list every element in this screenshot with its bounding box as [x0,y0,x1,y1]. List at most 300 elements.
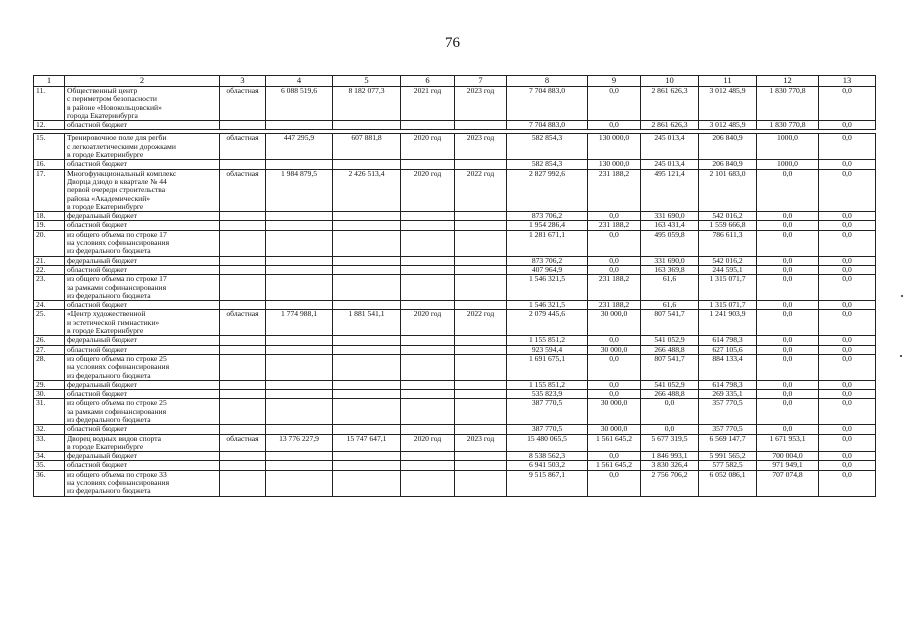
column-header-3: 3 [220,76,266,87]
table-row [34,301,876,310]
table-row [34,212,876,221]
amount-year-1: 0,0 [588,336,641,345]
budget-level [220,230,266,256]
end-year [455,275,507,301]
row-number: 23. [34,275,65,301]
cost-estimate [266,275,333,301]
amount-year-2: 3 830 326,4 [641,461,699,470]
end-year [455,230,507,256]
amount-year-2: 245 013,4 [641,160,699,169]
item-name: Тренировочное поле для регби с легкоатлетическими дорожками в городе Екатеринбурге [65,134,220,160]
budget-level [220,121,266,130]
table-row [34,425,876,434]
amount-year-4: 0,0 [757,425,819,434]
item-name: федеральный бюджет [65,380,220,389]
end-year [455,212,507,221]
start-year: 2020 год [401,310,455,336]
budget-level [220,461,266,470]
budget-level [220,470,266,496]
amount-year-4: 0,0 [757,354,819,380]
column-header-13: 13 [819,76,876,87]
total-amount: 582 854,3 [507,160,588,169]
table-row [34,160,876,169]
amount-year-3: 614 798,3 [699,380,757,389]
cost-current [333,345,401,354]
amount-year-3: 6 569 147,7 [699,434,757,452]
column-header-8: 8 [507,76,588,87]
table-row [34,470,876,496]
amount-year-4: 0,0 [757,256,819,265]
cost-current [333,461,401,470]
cost-current [333,301,401,310]
amount-year-2: 2 861 626,3 [641,121,699,130]
cost-current [333,160,401,169]
start-year [401,336,455,345]
total-amount: 1 954 286,4 [507,221,588,230]
item-name: областной бюджет [65,301,220,310]
row-number: 29. [34,380,65,389]
amount-year-2: 2 861 626,3 [641,87,699,121]
start-year [401,230,455,256]
total-amount: 9 515 867,1 [507,470,588,496]
budget-level [220,336,266,345]
budget-level [220,256,266,265]
cost-estimate [266,256,333,265]
amount-year-4: 0,0 [757,336,819,345]
end-year [455,380,507,389]
amount-year-1: 0,0 [588,380,641,389]
table-header-row [34,76,876,87]
end-year [455,345,507,354]
total-amount: 873 706,2 [507,212,588,221]
amount-year-1: 0,0 [588,87,641,121]
budget-level [220,212,266,221]
end-year [455,121,507,130]
cost-estimate [266,399,333,425]
row-number: 20. [34,230,65,256]
row-number: 12. [34,121,65,130]
amount-year-3: 1 559 666,8 [699,221,757,230]
row-number: 18. [34,212,65,221]
item-name: областной бюджет [65,345,220,354]
row-number: 19. [34,221,65,230]
start-year [401,121,455,130]
amount-year-5: 0,0 [819,470,876,496]
row-number: 15. [34,134,65,160]
page-number: 76 [445,35,460,51]
row-number: 30. [34,390,65,399]
cost-estimate [266,221,333,230]
amount-year-3: 2 101 683,0 [699,169,757,211]
amount-year-2: 0,0 [641,425,699,434]
cost-current [333,336,401,345]
scan-mark [901,295,903,297]
table-row [34,221,876,230]
amount-year-4: 0,0 [757,275,819,301]
budget-level [220,275,266,301]
total-amount: 15 480 065,5 [507,434,588,452]
amount-year-5: 0,0 [819,265,876,274]
table-row [34,169,876,211]
amount-year-1: 231 188,2 [588,275,641,301]
amount-year-5: 0,0 [819,160,876,169]
total-amount: 1 281 671,1 [507,230,588,256]
amount-year-2: 331 690,0 [641,256,699,265]
amount-year-2: 807 541,7 [641,310,699,336]
cost-current: 2 426 513,4 [333,169,401,211]
table-row [34,134,876,160]
amount-year-2: 495 059,8 [641,230,699,256]
item-name: областной бюджет [65,160,220,169]
amount-year-5: 0,0 [819,134,876,160]
amount-year-1: 30 000,0 [588,310,641,336]
item-name: областной бюджет [65,390,220,399]
row-number: 33. [34,434,65,452]
start-year [401,221,455,230]
end-year [455,336,507,345]
total-amount: 6 941 503,2 [507,461,588,470]
amount-year-3: 3 012 485,9 [699,121,757,130]
start-year [401,265,455,274]
total-amount: 923 594,4 [507,345,588,354]
amount-year-2: 541 052,9 [641,380,699,389]
item-name: Дворец водных видов спорта в городе Екатеринбурге [65,434,220,452]
table-row [34,275,876,301]
budget-level [220,380,266,389]
end-year [455,390,507,399]
amount-year-5: 0,0 [819,452,876,461]
end-year [455,301,507,310]
amount-year-1: 0,0 [588,212,641,221]
cost-current [333,256,401,265]
amount-year-2: 2 756 706,2 [641,470,699,496]
budget-level: областная [220,134,266,160]
amount-year-4: 0,0 [757,380,819,389]
budget-level: областная [220,87,266,121]
amount-year-5: 0,0 [819,354,876,380]
budget-level [220,160,266,169]
row-number: 27. [34,345,65,354]
amount-year-5: 0,0 [819,121,876,130]
amount-year-3: 614 798,3 [699,336,757,345]
item-name: областной бюджет [65,121,220,130]
table-row [34,345,876,354]
amount-year-4: 0,0 [757,390,819,399]
amount-year-1: 231 188,2 [588,169,641,211]
amount-year-5: 0,0 [819,461,876,470]
start-year [401,399,455,425]
amount-year-4: 700 004,0 [757,452,819,461]
cost-current [333,221,401,230]
end-year [455,399,507,425]
start-year [401,390,455,399]
amount-year-4: 0,0 [757,212,819,221]
amount-year-1: 0,0 [588,230,641,256]
amount-year-3: 1 315 071,7 [699,301,757,310]
budget-level [220,265,266,274]
row-number: 24. [34,301,65,310]
total-amount: 582 854,3 [507,134,588,160]
amount-year-2: 163 431,4 [641,221,699,230]
end-year: 2022 год [455,169,507,211]
amount-year-4: 0,0 [757,169,819,211]
amount-year-3: 542 016,2 [699,212,757,221]
item-name: федеральный бюджет [65,336,220,345]
item-name: из общего объема по строке 17 за рамками софинансирования из федерального бюджета [65,275,220,301]
cost-estimate [266,160,333,169]
amount-year-2: 61,6 [641,301,699,310]
amount-year-3: 786 611,3 [699,230,757,256]
end-year: 2023 год [455,134,507,160]
budget-level [220,301,266,310]
total-amount: 873 706,2 [507,256,588,265]
end-year [455,354,507,380]
cost-estimate [266,345,333,354]
end-year [455,452,507,461]
amount-year-3: 3 012 485,9 [699,87,757,121]
amount-year-2: 266 488,8 [641,345,699,354]
start-year [401,212,455,221]
row-number: 25. [34,310,65,336]
amount-year-1: 30 000,0 [588,345,641,354]
column-header-11: 11 [699,76,757,87]
budget-level [220,452,266,461]
table-row [34,87,876,121]
cost-estimate [266,121,333,130]
column-header-9: 9 [588,76,641,87]
table-row [34,336,876,345]
amount-year-4: 0,0 [757,230,819,256]
column-header-1: 1 [34,76,65,87]
cost-estimate [266,380,333,389]
total-amount: 387 770,5 [507,425,588,434]
cost-current [333,121,401,130]
start-year [401,452,455,461]
start-year [401,380,455,389]
cost-estimate: 6 088 519,6 [266,87,333,121]
cost-current: 8 182 077,3 [333,87,401,121]
start-year: 2020 год [401,169,455,211]
budget-level: областная [220,434,266,452]
cost-estimate: 1 774 988,1 [266,310,333,336]
table-row [34,452,876,461]
cost-estimate: 447 295,9 [266,134,333,160]
budget-table [33,75,876,497]
cost-estimate [266,336,333,345]
cost-current [333,212,401,221]
cost-current [333,390,401,399]
row-number: 32. [34,425,65,434]
amount-year-2: 5 677 319,5 [641,434,699,452]
amount-year-1: 0,0 [588,354,641,380]
start-year [401,470,455,496]
row-number: 28. [34,354,65,380]
cost-estimate [266,390,333,399]
table-row [34,230,876,256]
amount-year-4: 0,0 [757,265,819,274]
item-name: из общего объема по строке 17 на условиях софинансирования из федерального бюджета [65,230,220,256]
row-number: 36. [34,470,65,496]
amount-year-5: 0,0 [819,399,876,425]
budget-level [220,345,266,354]
start-year [401,256,455,265]
amount-year-2: 266 488,8 [641,390,699,399]
item-name: Многофункциональный комплекс Дворца дзюдо в квартале № 44 первой очереди строительства района «Академический» в городе Екатеринбурге [65,169,220,211]
total-amount: 1 546 321,5 [507,301,588,310]
end-year [455,265,507,274]
cost-estimate [266,425,333,434]
amount-year-2: 0,0 [641,399,699,425]
item-name: федеральный бюджет [65,212,220,221]
amount-year-5: 0,0 [819,87,876,121]
total-amount: 387 770,5 [507,399,588,425]
cost-estimate [266,212,333,221]
amount-year-1: 30 000,0 [588,399,641,425]
cost-current [333,230,401,256]
total-amount: 1 155 851,2 [507,336,588,345]
amount-year-5: 0,0 [819,230,876,256]
row-number: 16. [34,160,65,169]
row-number: 26. [34,336,65,345]
item-name: областной бюджет [65,425,220,434]
amount-year-2: 807 541,7 [641,354,699,380]
amount-year-1: 1 561 645,2 [588,461,641,470]
amount-year-1: 30 000,0 [588,425,641,434]
total-amount: 7 704 883,0 [507,121,588,130]
amount-year-3: 357 770,5 [699,399,757,425]
amount-year-4: 1 830 770,8 [757,121,819,130]
row-number: 35. [34,461,65,470]
cost-estimate [266,230,333,256]
amount-year-1: 130 000,0 [588,134,641,160]
amount-year-3: 627 105,6 [699,345,757,354]
amount-year-3: 206 840,9 [699,160,757,169]
amount-year-5: 0,0 [819,434,876,452]
end-year: 2022 год [455,310,507,336]
amount-year-2: 495 121,4 [641,169,699,211]
total-amount: 1 691 675,1 [507,354,588,380]
amount-year-2: 163 369,8 [641,265,699,274]
total-amount: 1 546 321,5 [507,275,588,301]
start-year [401,354,455,380]
amount-year-1: 0,0 [588,390,641,399]
total-amount: 407 964,9 [507,265,588,274]
cost-current [333,275,401,301]
amount-year-5: 0,0 [819,336,876,345]
amount-year-3: 206 840,9 [699,134,757,160]
budget-level: областная [220,169,266,211]
row-number: 34. [34,452,65,461]
amount-year-3: 269 335,1 [699,390,757,399]
amount-year-4: 971 949,1 [757,461,819,470]
amount-year-3: 884 133,4 [699,354,757,380]
cost-estimate [266,470,333,496]
item-name: «Центр художественной и эстетической гимнастики» в городе Екатеринбурге [65,310,220,336]
amount-year-5: 0,0 [819,275,876,301]
amount-year-1: 231 188,2 [588,221,641,230]
column-header-5: 5 [333,76,401,87]
amount-year-5: 0,0 [819,380,876,389]
cost-estimate [266,452,333,461]
end-year [455,425,507,434]
cost-current: 15 747 647,1 [333,434,401,452]
table-row [34,461,876,470]
amount-year-3: 542 016,2 [699,256,757,265]
start-year [401,301,455,310]
start-year: 2020 год [401,134,455,160]
amount-year-4: 1000,0 [757,160,819,169]
budget-level [220,354,266,380]
amount-year-2: 61,6 [641,275,699,301]
table-row [34,380,876,389]
start-year [401,345,455,354]
amount-year-4: 0,0 [757,345,819,354]
end-year [455,461,507,470]
row-number: 31. [34,399,65,425]
item-name: Общественный центр с периметром безопасности в районе «Новокольцовский» города Екатеринбурга [65,87,220,121]
amount-year-1: 0,0 [588,452,641,461]
item-name: областной бюджет [65,461,220,470]
start-year [401,160,455,169]
table-row [34,310,876,336]
amount-year-3: 577 582,5 [699,461,757,470]
column-header-7: 7 [455,76,507,87]
amount-year-4: 0,0 [757,301,819,310]
amount-year-2: 331 690,0 [641,212,699,221]
table-row [34,434,876,452]
cost-current [333,380,401,389]
cost-estimate [266,354,333,380]
amount-year-4: 707 074,8 [757,470,819,496]
column-header-2: 2 [65,76,220,87]
amount-year-1: 0,0 [588,470,641,496]
amount-year-3: 6 052 086,1 [699,470,757,496]
item-name: областной бюджет [65,265,220,274]
amount-year-1: 231 188,2 [588,301,641,310]
budget-level [220,221,266,230]
amount-year-3: 244 595,1 [699,265,757,274]
amount-year-4: 1000,0 [757,134,819,160]
amount-year-5: 0,0 [819,256,876,265]
item-name: федеральный бюджет [65,452,220,461]
end-year: 2023 год [455,434,507,452]
table-row [34,390,876,399]
column-header-4: 4 [266,76,333,87]
total-amount: 8 538 562,3 [507,452,588,461]
amount-year-2: 245 013,4 [641,134,699,160]
end-year [455,221,507,230]
cost-current: 607 881,8 [333,134,401,160]
end-year [455,256,507,265]
table-row [34,121,876,130]
amount-year-1: 0,0 [588,256,641,265]
row-number: 11. [34,87,65,121]
amount-year-3: 1 315 071,7 [699,275,757,301]
amount-year-5: 0,0 [819,425,876,434]
scan-mark [900,355,902,357]
table-row [34,256,876,265]
amount-year-4: 0,0 [757,310,819,336]
start-year: 2021 год [401,87,455,121]
item-name: областной бюджет [65,221,220,230]
amount-year-1: 1 561 645,2 [588,434,641,452]
row-number: 17. [34,169,65,211]
amount-year-2: 1 846 993,1 [641,452,699,461]
cost-current [333,452,401,461]
start-year [401,461,455,470]
budget-level [220,425,266,434]
amount-year-4: 1 830 770,8 [757,87,819,121]
